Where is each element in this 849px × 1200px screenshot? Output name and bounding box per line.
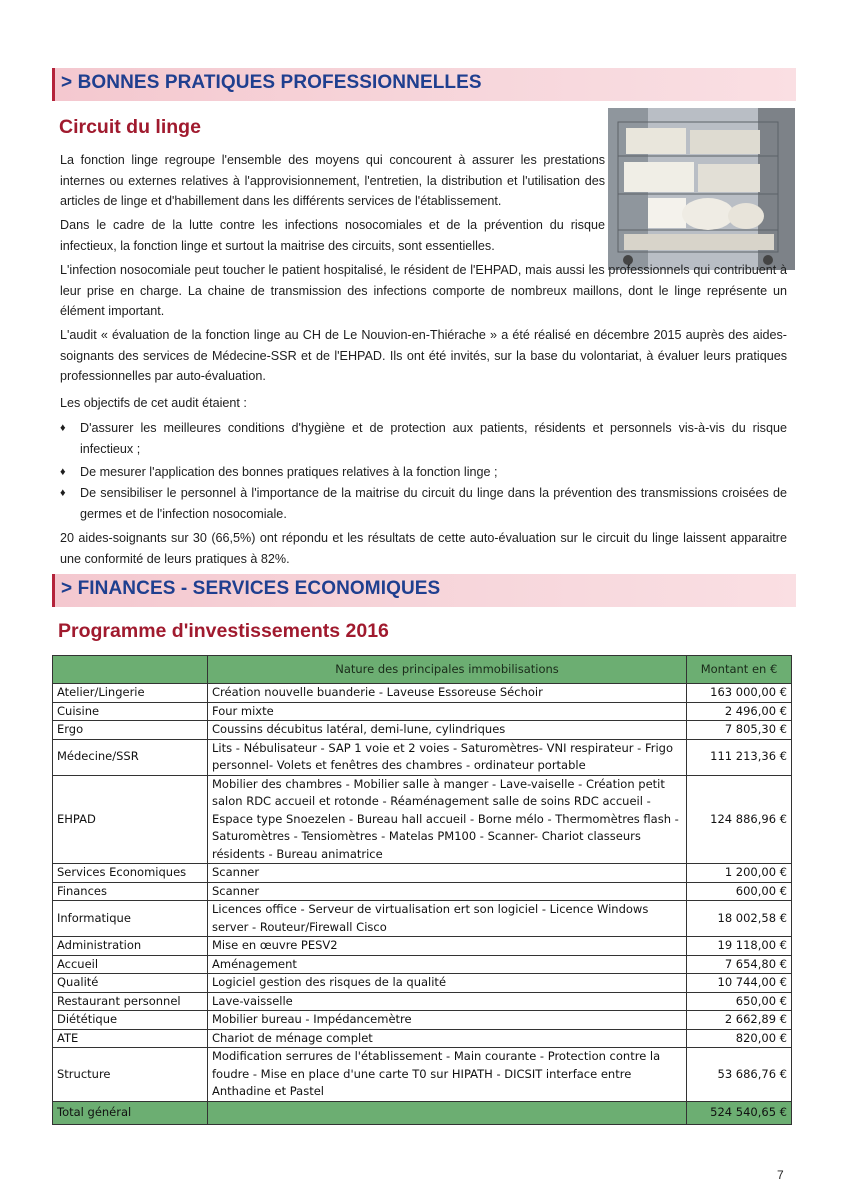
description-cell: Mobilier bureau - Impédancemètre [208,1011,687,1030]
category-cell: Informatique [53,901,208,937]
table-row [53,974,792,993]
category-cell: Restaurant personnel [53,992,208,1011]
bullet-text: De mesurer l'application des bonnes pratiques relatives à la fonction linge ; [80,465,498,479]
description-cell: Chariot de ménage complet [208,1029,687,1048]
linen-cart-photo [608,108,795,270]
subsection-title: Programme d'investissements 2016 [58,620,389,642]
category-cell: Structure [53,1048,208,1102]
amount-cell: 7 654,80 € [687,955,792,974]
amount-cell: 124 886,96 € [687,775,792,864]
category-cell: Administration [53,937,208,956]
table-row [53,702,792,721]
table-header-cell: Nature des principales immobilisations [208,656,687,684]
description-cell: Lits - Nébulisateur - SAP 1 voie et 2 voies - Saturomètres- VNI respirateur - Frigo personnel- Volets et fenêtres des chambres - ordinateur portable [208,739,687,775]
amount-cell: 10 744,00 € [687,974,792,993]
category-cell: Cuisine [53,702,208,721]
total-label-cell: Total général [53,1101,208,1124]
description-cell: Mobilier des chambres - Mobilier salle à manger - Lave-vaiselle - Création petit salon RDC accueil et rotonde - Réaménagement salle de soins RDC accueil - Espace type Snoezelen - Bureau hall accueil - Borne mélo - Thermomètres flash - Saturomètres - Tensiomètres - Matelas PM100 - Scanner- Chariot classeurs résidents - Bureau animatrice [208,775,687,864]
category-cell: ATE [53,1029,208,1048]
bullet-item [60,483,787,525]
bullet-text: De sensibiliser le personnel à l'importance de la maitrise du circuit du linge dans la prévention des transmissions croisées de germes et de l'infection nosocomiale. [80,486,787,521]
table-row [53,864,792,883]
table-row [53,955,792,974]
table-row [53,1011,792,1030]
table-row [53,901,792,937]
table-total-row [53,1101,792,1124]
amount-cell: 2 496,00 € [687,702,792,721]
bullet-text: D'assurer les meilleures conditions d'hygiène et de protection aux patients, résidents et personnels vis-à-vis du risque infectieux ; [80,421,787,456]
page-number: 7 [777,1168,784,1182]
diamond-bullet-icon: ♦ [60,422,66,434]
category-cell: Atelier/Lingerie [53,684,208,703]
category-cell: Ergo [53,721,208,740]
amount-cell: 820,00 € [687,1029,792,1048]
amount-cell: 163 000,00 € [687,684,792,703]
total-amount-cell: 524 540,65 € [687,1101,792,1124]
description-cell: Mise en œuvre PESV2 [208,937,687,956]
category-cell: Finances [53,882,208,901]
amount-cell: 111 213,36 € [687,739,792,775]
category-cell: Accueil [53,955,208,974]
paragraph-infections: Dans le cadre de la lutte contre les infections nosocomiales et de la prévention du risque infectieux, la fonction linge et surtout la maitrise des circuits, sont essentielles. [60,218,605,253]
amount-cell: 600,00 € [687,882,792,901]
paragraph-transmission [60,260,787,322]
investment-table [52,655,792,1125]
description-cell: Licences office - Serveur de virtualisation ert son logiciel - Licence Windows server - Routeur/Firewall Cisco [208,901,687,937]
description-cell: Coussins décubitus latéral, demi-lune, cylindriques [208,721,687,740]
amount-cell: 19 118,00 € [687,937,792,956]
table-row [53,721,792,740]
table-row [53,882,792,901]
table-row [53,937,792,956]
table-row [53,739,792,775]
amount-cell: 7 805,30 € [687,721,792,740]
amount-cell: 2 662,89 € [687,1011,792,1030]
table-row [53,684,792,703]
section-heading: > FINANCES - SERVICES ECONOMIQUES [61,578,441,599]
bullet-item [60,418,787,460]
section-heading: > BONNES PRATIQUES PROFESSIONNELLES [61,72,482,93]
description-cell: Scanner [208,882,687,901]
description-cell: Création nouvelle buanderie - Laveuse Essoreuse Séchoir [208,684,687,703]
bullet-item [60,462,787,483]
amount-cell: 1 200,00 € [687,864,792,883]
section-heading-band [52,68,796,101]
table-row [53,1029,792,1048]
description-cell: Scanner [208,864,687,883]
amount-cell: 53 686,76 € [687,1048,792,1102]
paragraph-audit: L'audit « évaluation de la fonction linge au CH de Le Nouvion-en-Thiérache » a été réalisé en décembre 2015 auprès des aides-soignants des services de Médecine-SSR et de l'EHPAD. Ils ont été invités, sur la base du volontariat, à évaluer leurs pratiques professionnelles par auto-évaluation. [60,328,787,383]
paragraph-transmission-text: L'infection nosocomiale peut toucher le patient hospitalisé, le résident de l'EHPAD, mais aussi les professionnels qui contribuent à leur prise en charge. La chaine de transmission des infections comporte de nombreux maillons, dont le linge représente un élément important. [60,263,787,318]
category-cell: Services Economiques [53,864,208,883]
category-cell: EHPAD [53,775,208,864]
subsection-title: Circuit du linge [59,116,201,138]
paragraph-results: 20 aides-soignants sur 30 (66,5%) ont répondu et les résultats de cette auto-évaluation sur le circuit du linge laissent apparaitre une conformité de leurs pratiques à 82%. [60,531,787,566]
category-cell: Médecine/SSR [53,739,208,775]
linen-cart-image [608,108,795,270]
table-row [53,775,792,864]
category-cell: Diététique [53,1011,208,1030]
paragraph-intro: La fonction linge regroupe l'ensemble des moyens qui concourent à assurer les prestations internes ou externes relatives à l'approvisionnement, l'entretien, la distribution et l'utilisation des articles de linge et d'habillement dans les différents services de l'établissement. [60,153,605,208]
amount-cell: 18 002,58 € [687,901,792,937]
description-cell: Logiciel gestion des risques de la qualité [208,974,687,993]
category-cell: Qualité [53,974,208,993]
description-cell: Aménagement [208,955,687,974]
paragraph-objectives: Les objectifs de cet audit étaient : [60,396,247,410]
table-header-cell: Montant en € [687,656,792,684]
table-header-row [53,656,792,684]
table-row [53,1048,792,1102]
description-cell: Modification serrures de l'établissement - Main courante - Protection contre la foudre - Mise en place d'une carte T0 sur HIPATH - DICSIT interface entre Anthadine et Pastel [208,1048,687,1102]
description-cell: Lave-vaisselle [208,992,687,1011]
diamond-bullet-icon: ♦ [60,487,66,499]
description-cell: Four mixte [208,702,687,721]
amount-cell: 650,00 € [687,992,792,1011]
table-row [53,992,792,1011]
total-empty-cell [208,1101,687,1124]
table-header-cell [53,656,208,684]
section-heading-band [52,574,796,607]
diamond-bullet-icon: ♦ [60,466,66,478]
